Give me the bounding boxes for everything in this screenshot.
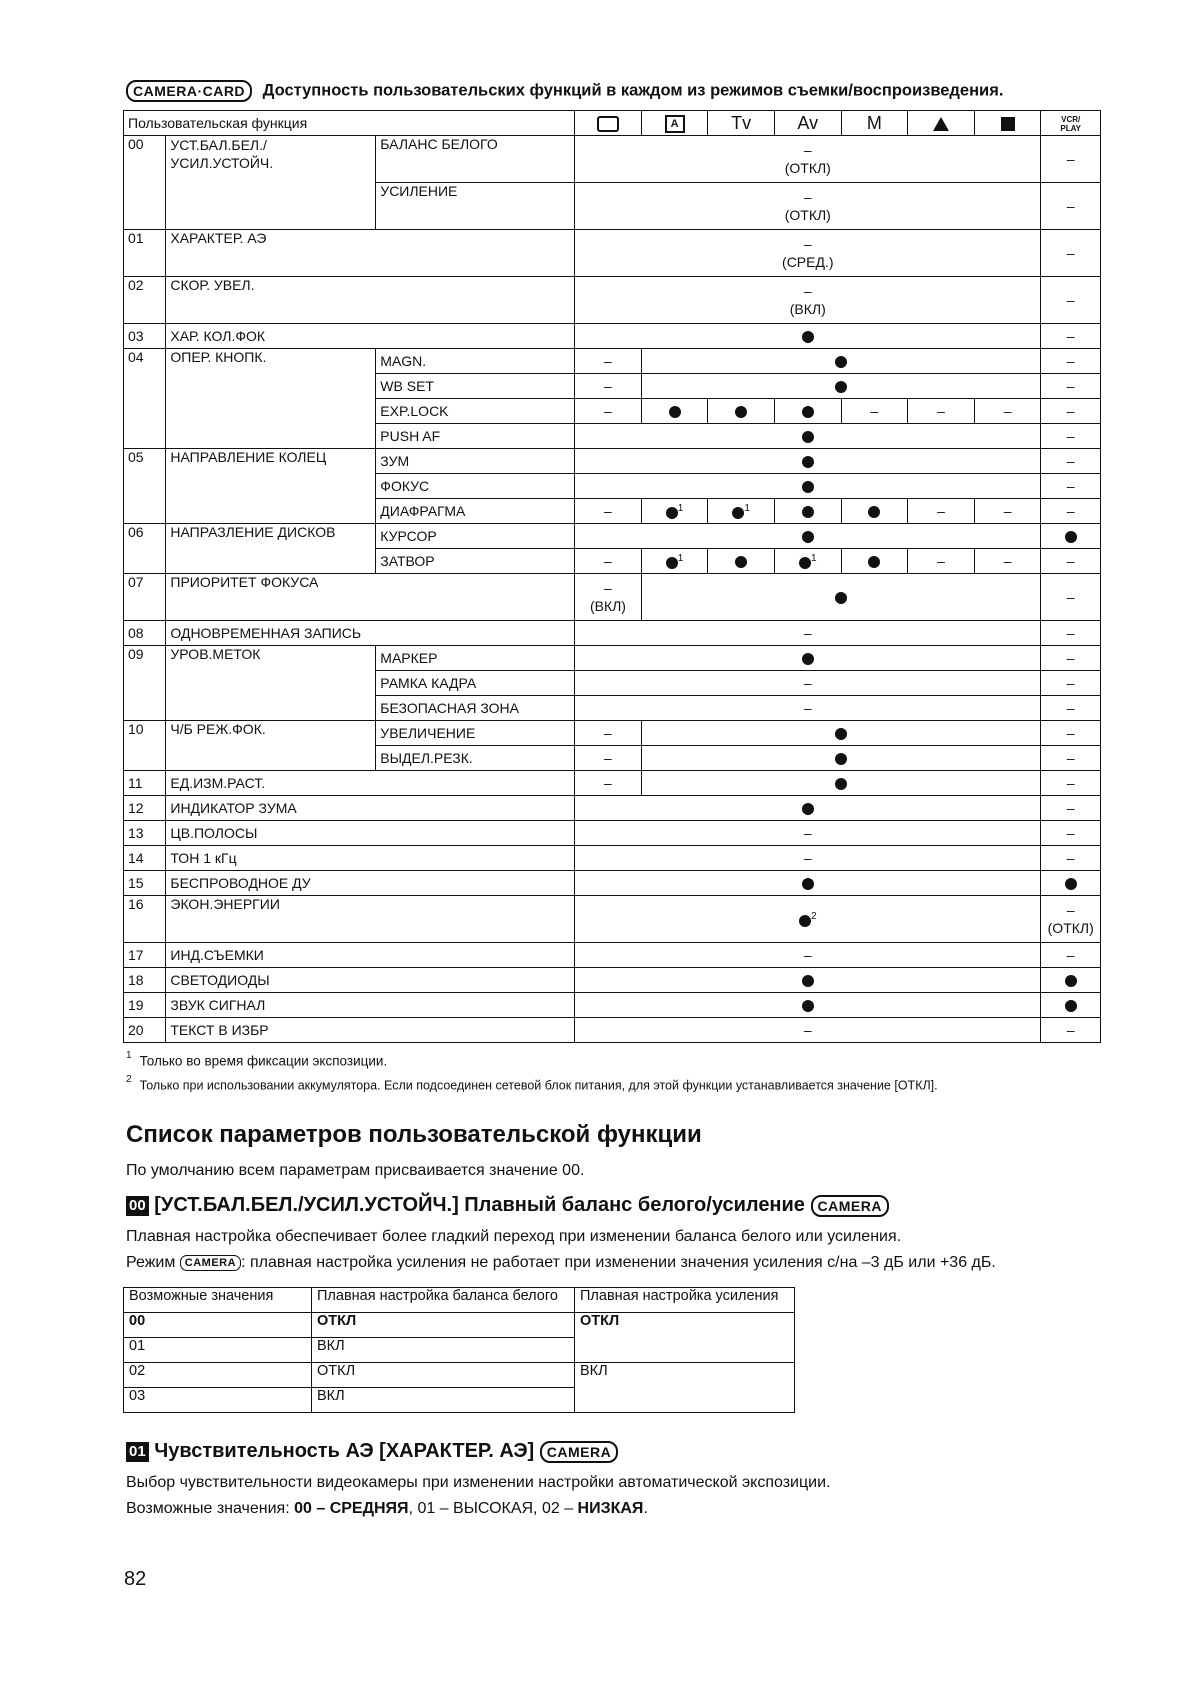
table-row: ФОКУС –	[124, 474, 1101, 499]
item-01-values: Возможные значения: 00 – СРЕДНЯЯ, 01 – ВЫСОКАЯ, 02 – НИЗКАЯ.	[126, 1500, 648, 1517]
table-row: 10 Ч/Б РЕЖ.ФОК. УВЕЛИЧЕНИЕ – –	[124, 721, 1101, 746]
table-row: ДИАФРАГМА – $^1$ $^1$ – – –	[124, 499, 1101, 524]
table-row: ВЫДЕЛ.РЕЗК. – –	[124, 746, 1101, 771]
mode-tv-header: Tv	[708, 111, 775, 136]
footnote-2: $^2$ Только при использовании аккумулятора. Если подсоединен сетевой блок питания, для этой функции устанавливается значение [ОТКЛ].	[126, 1074, 938, 1093]
table-row: ЗАТВОР – $^1$ $^1$ – – –	[124, 549, 1101, 574]
mode-easy-header	[641, 111, 708, 136]
available-dot	[868, 556, 880, 568]
section-title: Список параметров пользовательской функции	[126, 1121, 702, 1148]
table-row: 01 ВКЛ	[124, 1338, 795, 1363]
table-row: WB SET – –	[124, 374, 1101, 399]
available-dot	[802, 331, 814, 343]
available-dot	[735, 556, 747, 568]
available-dot	[669, 406, 681, 418]
vcr-play-icon: VCR/ PLAY	[1060, 114, 1081, 133]
mode-vcr-header	[1041, 111, 1101, 136]
easy-recording-icon: A	[665, 115, 685, 133]
available-dot	[799, 557, 811, 569]
table-row: 08 ОДНОВРЕМЕННАЯ ЗАПИСЬ – –	[124, 621, 1101, 646]
table-row: 17 ИНД.СЪЕМКИ – –	[124, 943, 1101, 968]
available-dot	[835, 778, 847, 790]
table-row: EXP.LOCK – – – – –	[124, 399, 1101, 424]
table-row: 20 ТЕКСТ В ИЗБР – –	[124, 1018, 1101, 1043]
item-number-badge: 00	[126, 1196, 149, 1216]
table-row: 03 ХАР. КОЛ.ФОК –	[124, 324, 1101, 349]
values-header-row: Возможные значения Плавная настройка баланса белого Плавная настройка усиления	[124, 1288, 795, 1313]
available-dot	[802, 531, 814, 543]
available-dot	[1065, 975, 1077, 987]
table-row: 15 БЕСПРОВОДНОЕ ДУ	[124, 871, 1101, 896]
available-dot	[735, 406, 747, 418]
table-row: 04 ОПЕР. КНОПК. MAGN. – –	[124, 349, 1101, 374]
available-dot	[802, 406, 814, 418]
spotlight-icon	[933, 117, 949, 131]
table-row: 14 ТОН 1 кГц – –	[124, 846, 1101, 871]
table-row: 16 ЭКОН.ЭНЕРГИИ $^2$ – (ОТКЛ)	[124, 896, 1101, 943]
table-row: PUSH AF –	[124, 424, 1101, 449]
table-row: 11 ЕД.ИЗМ.РАСТ. – –	[124, 771, 1101, 796]
available-dot	[835, 592, 847, 604]
available-dot	[1065, 1000, 1077, 1012]
camera-card-badge: CAMERA·CARD	[126, 80, 252, 102]
item-00-title: 00 [УСТ.БАЛ.БЕЛ./УСИЛ.УСТОЙЧ.] Плавный баланс белого/усиление CAMERA	[126, 1194, 889, 1217]
available-dot	[835, 753, 847, 765]
table-row: 05 НАПРАВЛЕНИЕ КОЛЕЦ ЗУМ –	[124, 449, 1101, 474]
available-dot	[802, 431, 814, 443]
available-dot	[799, 915, 811, 927]
table-row: 13 ЦВ.ПОЛОСЫ – –	[124, 821, 1101, 846]
availability-heading	[126, 80, 1003, 102]
auto-program-icon	[597, 116, 619, 132]
available-dot	[835, 356, 847, 368]
table-row: РАМКА КАДРА – –	[124, 671, 1101, 696]
table-row: 07 ПРИОРИТЕТ ФОКУСА – (ВКЛ) –	[124, 574, 1101, 621]
table-row: 19 ЗВУК СИГНАЛ	[124, 993, 1101, 1018]
values-table	[123, 1287, 795, 1413]
available-dot	[802, 506, 814, 518]
available-dot	[835, 728, 847, 740]
table-row: 12 ИНДИКАТОР ЗУМА –	[124, 796, 1101, 821]
table-row: УСИЛЕНИЕ – (ОТКЛ) –	[124, 183, 1101, 230]
mode-spotlight-header	[908, 111, 975, 136]
table-row: 18 СВЕТОДИОДЫ	[124, 968, 1101, 993]
mode-av-header: Av	[774, 111, 841, 136]
available-dot	[835, 381, 847, 393]
table-row: 02 ОТКЛ ВКЛ	[124, 1363, 795, 1388]
available-dot	[802, 975, 814, 987]
table-row: 00 ОТКЛ ОТКЛ	[124, 1313, 795, 1338]
mode-m-header: M	[841, 111, 908, 136]
available-dot	[666, 507, 678, 519]
available-dot	[802, 1000, 814, 1012]
camera-badge: CAMERA	[180, 1255, 241, 1271]
availability-heading-text: Доступность пользовательских функций в каждом из режимов съемки/воспроизведения.	[262, 81, 1004, 100]
item-00-desc: Плавная настройка обеспечивает более гладкий переход при изменении баланса белого или усиления.	[126, 1228, 902, 1245]
function-column-header: Пользовательская функция	[124, 111, 575, 136]
available-dot	[802, 803, 814, 815]
table-row: 01 ХАРАКТЕР. АЭ – (СРЕД.) –	[124, 230, 1101, 277]
available-dot	[802, 653, 814, 665]
mode-scene-header	[974, 111, 1041, 136]
footnote-1: $^1$ Только во время фиксации экспозиции.	[126, 1050, 388, 1069]
available-dot	[1065, 878, 1077, 890]
available-dot	[666, 557, 678, 569]
available-dot	[802, 878, 814, 890]
table-row: БЕЗОПАСНАЯ ЗОНА – –	[124, 696, 1101, 721]
available-dot	[1065, 531, 1077, 543]
table-row: 09 УРОВ.МЕТОК МАРКЕР –	[124, 646, 1101, 671]
table-header-row	[124, 111, 1101, 136]
item-number-badge: 01	[126, 1442, 149, 1462]
table-row: 06 НАПРАЗЛЕНИЕ ДИСКОВ КУРСОР	[124, 524, 1101, 549]
available-dot	[868, 506, 880, 518]
available-dot	[802, 456, 814, 468]
table-row: 03 ВКЛ	[124, 1388, 795, 1413]
table-row: 00 УСТ.БАЛ.БЕЛ./ УСИЛ.УСТОЙЧ. БАЛАНС БЕЛОГО – (ОТКЛ) –	[124, 136, 1101, 183]
page-number: 82	[124, 1568, 147, 1590]
item-00-note: Режим CAMERA : плавная настройка усиления не работает при изменении значения усиления с/на –3 дБ или +36 дБ.	[126, 1254, 996, 1271]
available-dot	[802, 481, 814, 493]
camera-badge: CAMERA	[811, 1195, 889, 1217]
table-row: 02 СКОР. УВЕЛ. – (ВКЛ) –	[124, 277, 1101, 324]
section-intro: По умолчанию всем параметрам присваивается значение 00.	[126, 1162, 585, 1179]
item-01-title: 01 Чувствительность АЭ [ХАРАКТЕР. АЭ] CAMERA	[126, 1440, 618, 1463]
available-dot	[732, 507, 744, 519]
availability-table	[123, 110, 1101, 1043]
scene-icon	[1001, 117, 1015, 131]
item-01-desc: Выбор чувствительности видеокамеры при изменении настройки автоматической экспозиции.	[126, 1474, 831, 1491]
camera-badge: CAMERA	[540, 1441, 618, 1463]
mode-auto-header	[575, 111, 642, 136]
